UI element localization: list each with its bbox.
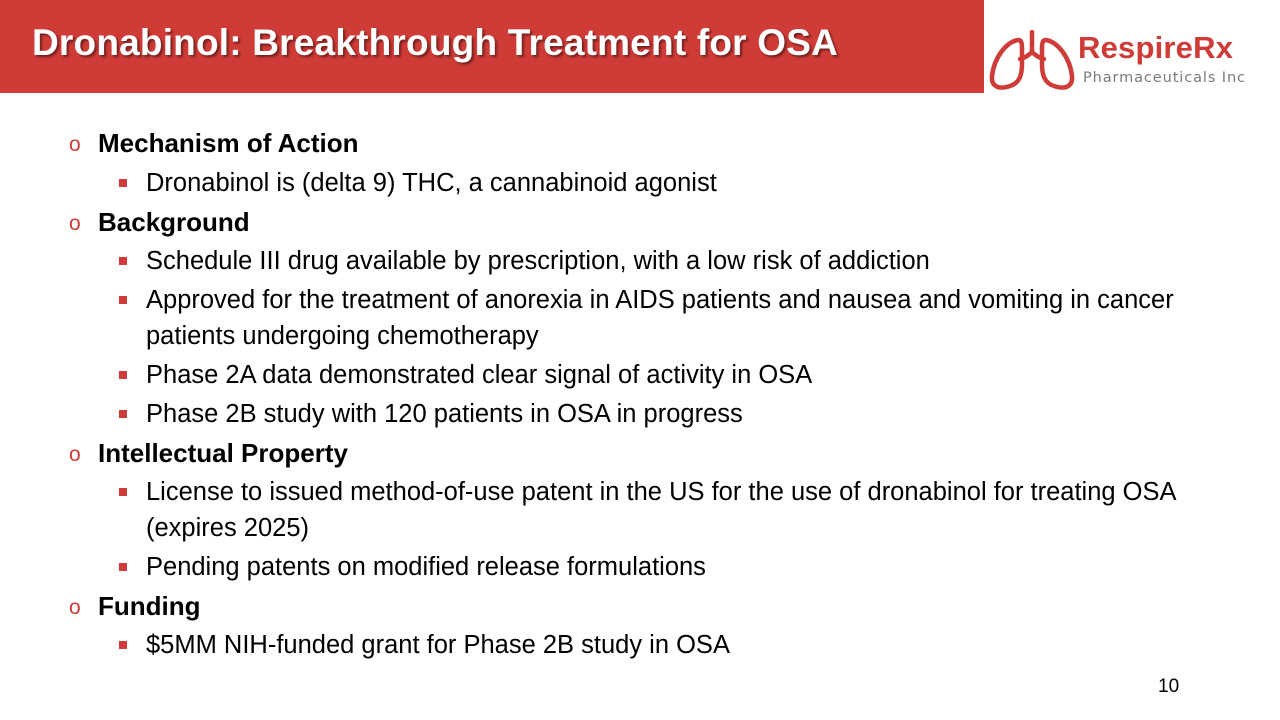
square-bullet-icon bbox=[119, 488, 127, 496]
list-item-text: Dronabinol is (delta 9) THC, a cannabinoid agonist bbox=[146, 169, 717, 197]
section-heading bbox=[69, 588, 201, 624]
circle-bullet-icon: o bbox=[69, 443, 81, 466]
section-heading-text: Intellectual Property bbox=[98, 438, 348, 468]
list-item-text: Phase 2B study with 120 patients in OSA in progress bbox=[146, 400, 743, 428]
list-item bbox=[146, 165, 1226, 201]
section-heading-text: Mechanism of Action bbox=[98, 128, 359, 158]
list-item-text: $5MM NIH-funded grant for Phase 2B study in OSA bbox=[146, 631, 730, 659]
circle-bullet-icon: o bbox=[69, 596, 81, 619]
square-bullet-icon bbox=[119, 641, 127, 649]
square-bullet-icon bbox=[119, 296, 127, 304]
list-item-text: License to issued method-of-use patent in the US for the use of dronabinol for treating OSA (expires 2025) bbox=[146, 478, 1176, 542]
list-item-text: Phase 2A data demonstrated clear signal of activity in OSA bbox=[146, 361, 813, 389]
section-heading-text: Funding bbox=[98, 591, 201, 621]
list-item bbox=[146, 243, 1226, 279]
circle-bullet-icon: o bbox=[69, 133, 81, 156]
list-item bbox=[146, 474, 1226, 546]
section-heading bbox=[69, 125, 359, 161]
logo-subtitle: Pharmaceuticals Inc bbox=[1083, 70, 1246, 86]
logo-name: RespireRx bbox=[1078, 30, 1234, 65]
circle-bullet-icon: o bbox=[69, 212, 81, 235]
section-heading bbox=[69, 435, 348, 471]
list-item bbox=[146, 357, 1226, 393]
slide-title: Dronabinol: Breakthrough Treatment for OSA bbox=[32, 22, 839, 63]
list-item-text: Approved for the treatment of anorexia in AIDS patients and nausea and vomiting in cancer patients undergoing chemotherapy bbox=[146, 286, 1174, 350]
list-item bbox=[146, 396, 1226, 432]
list-item bbox=[146, 627, 1226, 663]
section-heading bbox=[69, 204, 250, 240]
square-bullet-icon bbox=[119, 257, 127, 265]
list-item-text: Pending patents on modified release formulations bbox=[146, 553, 706, 581]
page-number: 10 bbox=[1158, 676, 1180, 697]
square-bullet-icon bbox=[119, 371, 127, 379]
square-bullet-icon bbox=[119, 410, 127, 418]
list-item bbox=[146, 282, 1226, 354]
list-item-text: Schedule III drug available by prescription, with a low risk of addiction bbox=[146, 247, 930, 275]
list-item bbox=[146, 549, 1226, 585]
square-bullet-icon bbox=[119, 179, 127, 187]
square-bullet-icon bbox=[119, 563, 127, 571]
section-heading-text: Background bbox=[98, 207, 250, 237]
